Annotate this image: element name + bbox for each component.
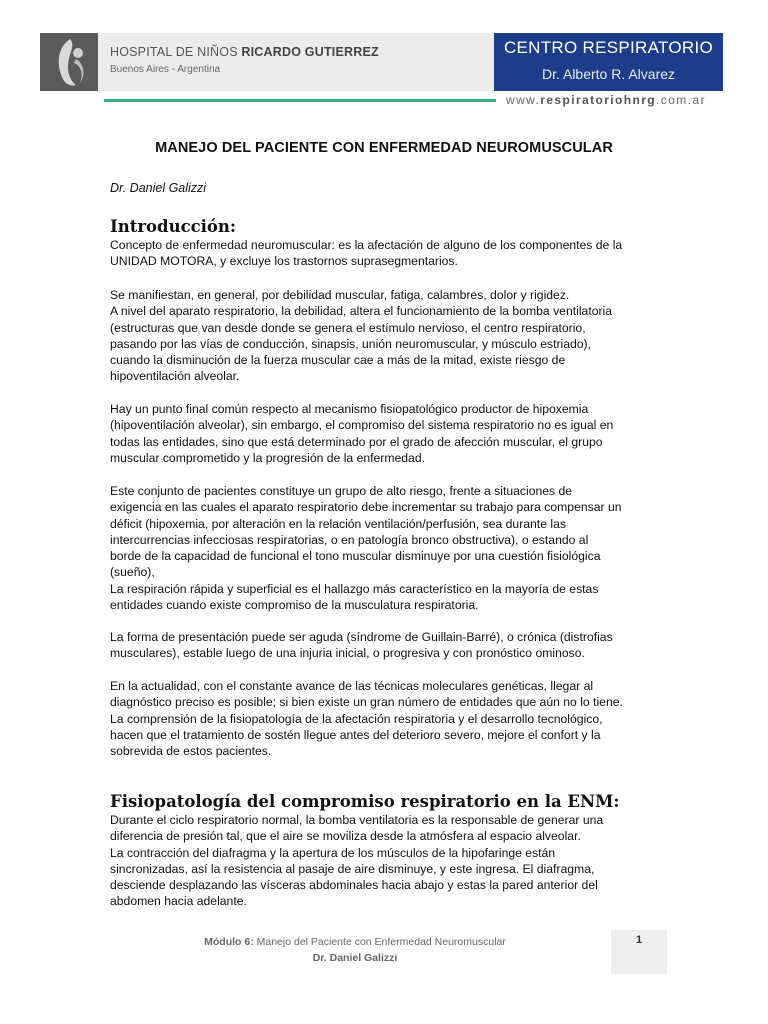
footer-module [150, 934, 560, 950]
paragraph [110, 812, 662, 910]
paragraph-line: intercurrencias infecciosas respiratorias, o en patología bronco obstructiva), o estando al [110, 532, 589, 547]
paragraph-line: Se manifiestan, en general, por debilidad muscular, fatiga, calambres, dolor y rigidez. [110, 288, 570, 302]
paragraph [110, 287, 662, 385]
section-heading-introduccion: Introducción: [110, 217, 237, 236]
paragraph-line: Hay un punto final común respecto al mecanismo fisiopatológico productor de hipoxemia [110, 402, 589, 416]
paragraph-line: exigencia en las cuales el aparato respiratorio debe incrementar su trabajo para compensar un [110, 500, 622, 515]
paragraph-line: hipoventilación alveolar. [110, 369, 240, 384]
paragraph-line: (hipoventilación alveolar), sin embargo, el compromiso del sistema respiratorio no es igual en [110, 418, 614, 433]
page-number: 1 [635, 934, 643, 946]
hospital-city: Buenos Aires - Argentina [110, 64, 221, 75]
footer-module-label: Módulo 6: [204, 936, 254, 948]
website-suffix: .com.ar [656, 93, 706, 107]
paragraph-line: La forma de presentación puede ser aguda (síndrome de Guillain-Barré), o crónica (distrofias [110, 630, 613, 644]
footer-author [150, 950, 560, 966]
paragraph-line: Durante el ciclo respiratorio normal, la bomba ventilatoria es la responsable de generar una [110, 813, 604, 827]
page-footer [150, 934, 560, 966]
paragraph [110, 678, 662, 759]
hospital-header [40, 33, 494, 91]
website-domain: respiratoriohnrg [540, 93, 657, 107]
paragraph [110, 483, 662, 613]
center-banner [494, 33, 723, 91]
paragraph-line: hacen que el tratamiento de sostén llegue antes del deterioro severo, mejore el confort y la [110, 727, 601, 742]
paragraph-line: diagnóstico preciso es posible; si bien existe un gran número de entidades que aún no lo tiene. [110, 695, 623, 710]
document-title: MANEJO DEL PACIENTE CON ENFERMEDAD NEUROMUSCULAR [155, 140, 613, 156]
paragraph-line: musculares), estable luego de una injuria inicial, o progresiva y con pronóstico ominoso. [110, 646, 585, 661]
website-link[interactable] [506, 93, 706, 107]
document-author: Dr. Daniel Galizzi [110, 181, 207, 195]
website-prefix: www. [506, 93, 541, 107]
hospital-name [110, 45, 379, 59]
paragraph-line: Concepto de enfermedad neuromuscular: es la afectación de alguno de los componentes de la [110, 238, 623, 252]
center-title: CENTRO RESPIRATORIO [503, 38, 714, 57]
paragraph-line: pasando por las vías de conducción, sinapsis, unión neuromuscular, y músculo estriado), [110, 336, 591, 351]
hospital-logo-icon [40, 33, 98, 91]
paragraph-line: entidades cuando existe compromiso de la musculatura respiratoria. [110, 598, 479, 613]
center-doctor: Dr. Alberto R. Alvarez [541, 66, 676, 82]
paragraph-line: cuando la disminución de la fuerza muscular cae a más de la mitad, existe riesgo de [110, 353, 566, 368]
paragraph [110, 629, 662, 662]
paragraph [110, 401, 662, 466]
paragraph-line: sobrevida de estos pacientes. [110, 744, 272, 759]
paragraph-line: Este conjunto de pacientes constituye un grupo de alto riesgo, frente a situaciones de [110, 484, 573, 498]
paragraph-line: UNIDAD MOTORA, y excluye los trastornos suprasegmentarios. [110, 254, 458, 269]
paragraph-line: (estructuras que van desde donde se genera el estímulo nervioso, el centro respiratorio, [110, 320, 586, 335]
section-heading-fisiopatologia: Fisiopatología del compromiso respiratorio en la ENM: [110, 792, 620, 811]
header-divider [104, 99, 496, 102]
paragraph-line: En la actualidad, con el constante avance de las técnicas moleculares genéticas, llegar al [110, 679, 594, 693]
paragraph-line: La contracción del diafragma y la apertura de los músculos de la hipofaringe están [110, 845, 556, 860]
paragraph-line: desciende desplazando las vísceras abdominales hacia abajo y estas la pared anterior del [110, 878, 598, 893]
paragraph-line: déficit (hipoxemia, por alteración en la relación ventilación/perfusión, sea durante las [110, 516, 566, 531]
paragraph-line: A nivel del aparato respiratorio, la debilidad, altera el funcionamiento de la bomba ventilatoria [110, 304, 613, 319]
paragraph-line: borde de la capacidad de funcional el tono muscular disminuye por una cuestión fisiológica [110, 549, 601, 564]
paragraph-line: La respiración rápida y superficial es el hallazgo más característico en la mayoría de estas [110, 581, 599, 596]
paragraph-line: abdomen hacia adelante. [110, 894, 247, 909]
footer-module-text: Manejo del Paciente con Enfermedad Neuromuscular [253, 936, 506, 948]
paragraph [110, 237, 662, 270]
paragraph-line: diferencia de presión tal, que el aire se moviliza desde la atmósfera al espacio alveolar. [110, 829, 581, 844]
paragraph-line: todas las entidades, sino que está determinado por el grado de afección muscular, el grupo [110, 434, 603, 449]
paragraph-line: sincronizadas, así la resistencia al pasaje de aire disminuye, y este ingresa. El diafragma, [110, 861, 595, 876]
footer-author-name: Dr. Daniel Galizzi [312, 952, 398, 964]
page-number-box [611, 930, 667, 974]
hospital-name-bold: RICARDO GUTIERREZ [241, 45, 379, 59]
paragraph-line: (sueño), [110, 565, 155, 580]
paragraph-line: muscular comprometido y la progresión de la enfermedad. [110, 450, 426, 465]
paragraph-line: La comprensión de la fisiopatología de la afectación respiratoria y el desarrollo tecnológico, [110, 711, 603, 726]
hospital-name-prefix: HOSPITAL DE NIÑOS [110, 45, 242, 59]
